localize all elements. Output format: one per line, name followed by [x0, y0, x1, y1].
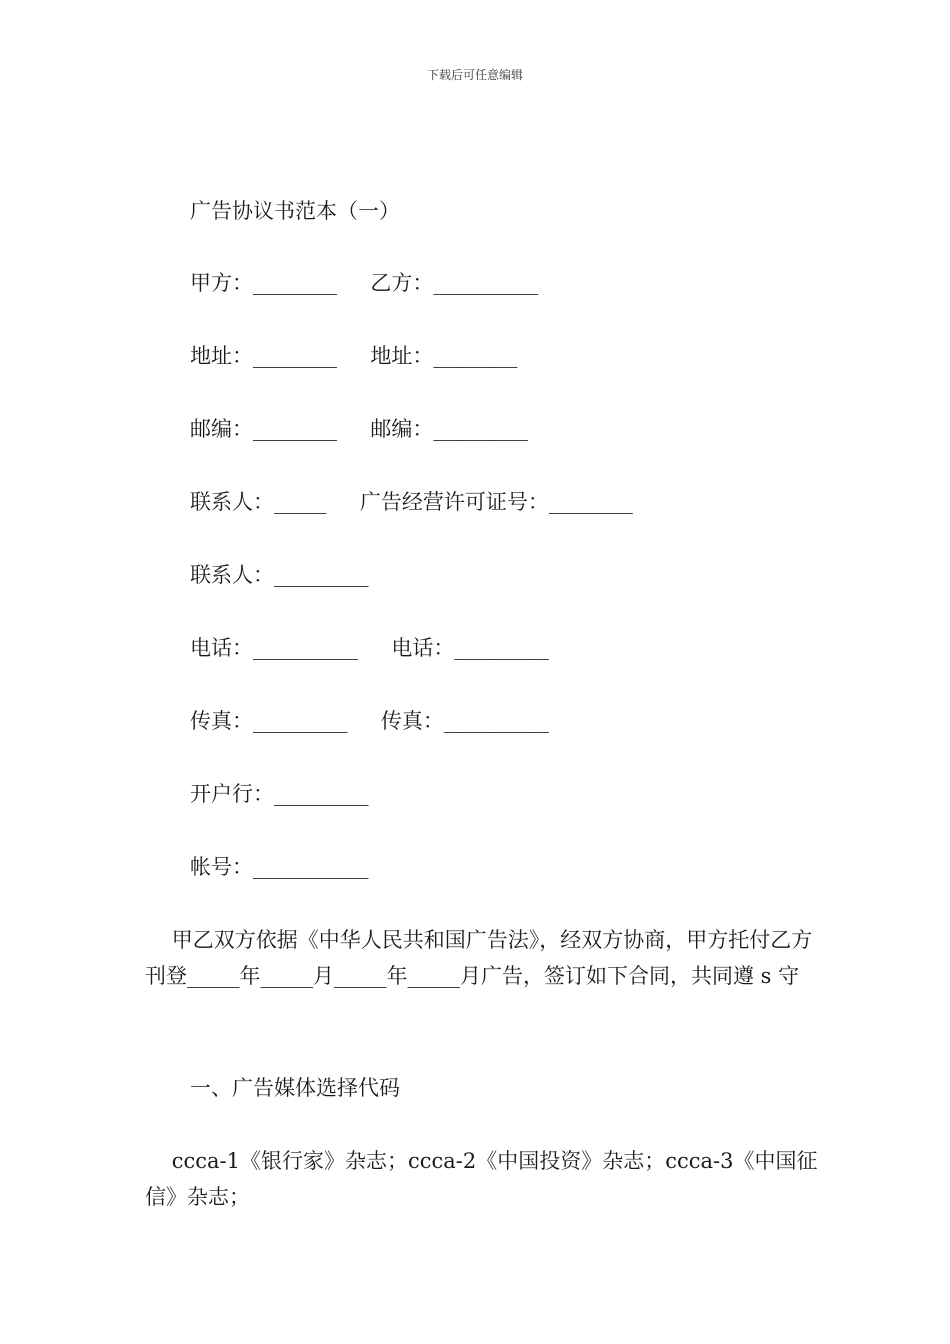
intro-paragraph: 甲乙双方依据《中华人民共和国广告法》，经双方协商，甲方托付乙方刊登_____年_____月_____年_____月广告，签订如下合同，共同遵 s 守: [145, 928, 813, 988]
account-line: 帐号：___________: [190, 855, 369, 879]
phone-line: 电话：__________ 电话：_________: [190, 636, 549, 660]
party-line: 甲方：________ 乙方：__________: [190, 271, 539, 295]
bank-line: 开户行：_________: [190, 782, 369, 806]
section1-title: 一、广告媒体选择代码: [190, 1076, 400, 1100]
section1-paragraph: ccca-1《银行家》杂志；ccca-2《中国投资》杂志；ccca-3《中国征信》杂志；: [145, 1149, 818, 1209]
document-title: 广告协议书范本（一）: [190, 199, 400, 223]
page-header: 下载后可任意编辑: [426, 68, 523, 82]
postcode-line: 邮编：________ 邮编：_________: [190, 417, 528, 441]
address-line: 地址：________ 地址：________: [190, 344, 518, 368]
fax-line: 传真：_________ 传真：__________: [190, 709, 549, 733]
contact-license-line: 联系人：_____ 广告经营许可证号：________: [190, 490, 633, 514]
contact-line: 联系人：_________: [190, 563, 369, 587]
